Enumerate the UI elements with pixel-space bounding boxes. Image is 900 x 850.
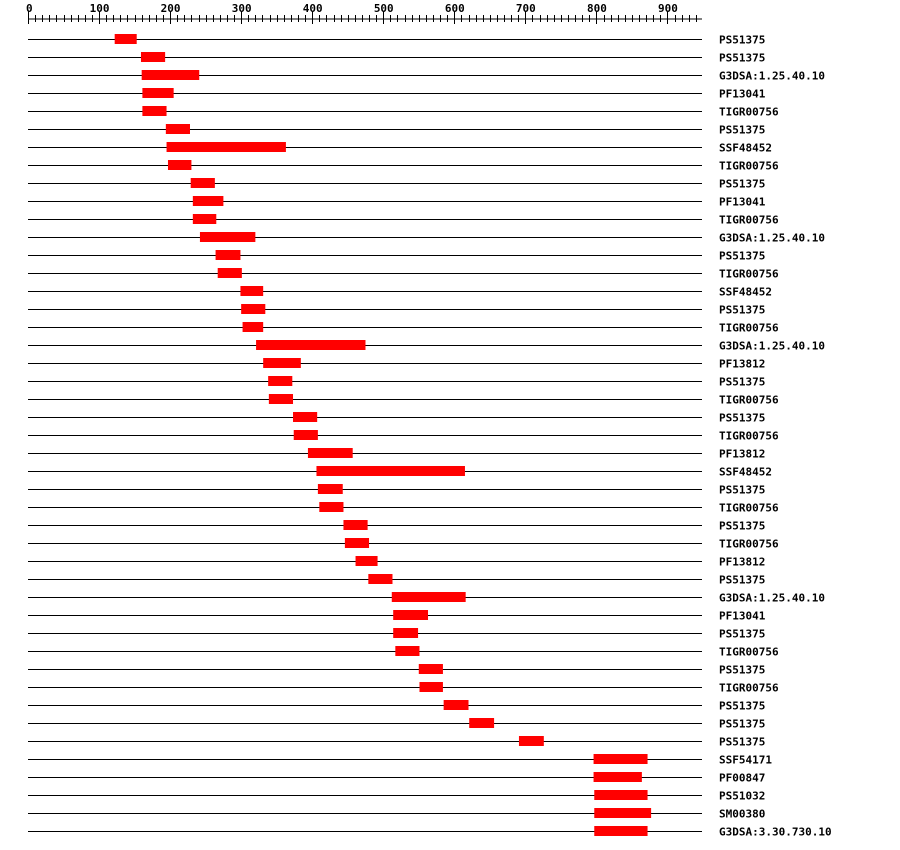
- domain-label: G3DSA:1.25.40.10: [719, 231, 825, 245]
- domain-label: TIGR00756: [719, 393, 779, 407]
- domain-label: TIGR00756: [719, 267, 779, 281]
- domain-label: PS51375: [719, 573, 766, 587]
- domain-row: [28, 322, 779, 335]
- domain-bar[interactable]: [141, 52, 165, 62]
- domain-row: [28, 340, 825, 353]
- domain-row: [28, 520, 765, 533]
- domain-row: [28, 160, 779, 173]
- domain-rows: [28, 34, 832, 839]
- domain-bar[interactable]: [142, 106, 166, 116]
- domain-bar[interactable]: [594, 772, 642, 782]
- domain-bar[interactable]: [393, 628, 418, 638]
- domain-bar[interactable]: [200, 232, 255, 242]
- domain-label: TIGR00756: [719, 213, 779, 227]
- domain-bar[interactable]: [395, 646, 419, 656]
- domain-label: PF13812: [719, 357, 766, 371]
- domain-bar[interactable]: [191, 178, 215, 188]
- domain-bar[interactable]: [294, 430, 318, 440]
- domain-label: TIGR00756: [719, 645, 779, 659]
- domain-label: SSF48452: [719, 465, 772, 479]
- domain-bar[interactable]: [594, 754, 648, 764]
- domain-bar[interactable]: [167, 142, 286, 152]
- domain-row: [28, 214, 779, 227]
- domain-label: SSF54171: [719, 753, 772, 767]
- domain-row: [28, 502, 779, 515]
- domain-bar[interactable]: [243, 322, 264, 332]
- domain-bar[interactable]: [469, 718, 494, 728]
- domain-row: [28, 484, 765, 497]
- x-tick-label: 500: [373, 2, 394, 15]
- domain-row: [28, 34, 765, 47]
- domain-label: PS51375: [719, 123, 766, 137]
- x-tick-label: 100: [89, 2, 110, 15]
- domain-label: PS51375: [719, 249, 766, 263]
- domain-row: [28, 304, 765, 317]
- domain-label: PS51375: [719, 519, 766, 533]
- domain-bar[interactable]: [356, 556, 378, 566]
- domain-row: [28, 700, 765, 713]
- domain-label: PS51375: [719, 51, 766, 65]
- x-tick-label: 200: [160, 2, 181, 15]
- domain-label: PF13041: [719, 195, 766, 209]
- domain-bar[interactable]: [268, 376, 292, 386]
- x-tick-label: 800: [586, 2, 607, 15]
- x-tick-label: 300: [231, 2, 252, 15]
- domain-row: [28, 286, 772, 299]
- domain-bar[interactable]: [142, 70, 200, 80]
- domain-bar[interactable]: [392, 592, 466, 602]
- domain-row: [28, 196, 766, 209]
- domain-bar[interactable]: [115, 34, 137, 44]
- domain-row: [28, 268, 779, 281]
- domain-label: PS51375: [719, 483, 766, 497]
- domain-row: [28, 142, 772, 155]
- domain-label: G3DSA:3.30.730.10: [719, 825, 832, 839]
- domain-row: [28, 448, 765, 461]
- domain-row: [28, 250, 765, 263]
- domain-label: TIGR00756: [719, 681, 779, 695]
- domain-bar[interactable]: [166, 124, 190, 134]
- domain-bar[interactable]: [444, 700, 469, 710]
- domain-row: [28, 52, 765, 65]
- domain-bar[interactable]: [319, 502, 343, 512]
- domain-row: [28, 790, 765, 803]
- domain-row: [28, 556, 765, 569]
- domain-bar[interactable]: [519, 736, 544, 746]
- domain-bar[interactable]: [216, 250, 241, 260]
- x-tick-label: 0: [26, 2, 33, 15]
- domain-bar[interactable]: [594, 826, 647, 836]
- domain-bar[interactable]: [263, 358, 301, 368]
- domain-label: PS51375: [719, 717, 766, 731]
- domain-row: [28, 394, 779, 407]
- domain-label: SSF48452: [719, 285, 772, 299]
- domain-bar[interactable]: [368, 574, 392, 584]
- domain-row: [28, 106, 779, 119]
- domain-label: PS51032: [719, 789, 766, 803]
- domain-label: SSF48452: [719, 141, 772, 155]
- domain-row: [28, 772, 765, 785]
- domain-bar[interactable]: [345, 538, 369, 548]
- domain-label: TIGR00756: [719, 321, 779, 335]
- domain-row: [28, 88, 766, 101]
- x-tick-label: 600: [444, 2, 465, 15]
- x-tick-label: 700: [515, 2, 536, 15]
- domain-row: [28, 574, 765, 587]
- domain-label: PF13041: [719, 609, 766, 623]
- domain-label: PS51375: [719, 303, 766, 317]
- domain-bar[interactable]: [393, 610, 428, 620]
- domain-label: PF13812: [719, 447, 766, 461]
- domain-bar[interactable]: [343, 520, 367, 530]
- domain-label: PS51375: [719, 735, 766, 749]
- domain-label: G3DSA:1.25.40.10: [719, 69, 825, 83]
- domain-label: TIGR00756: [719, 159, 779, 173]
- domain-label: PS51375: [719, 699, 766, 713]
- domain-row: [28, 70, 825, 83]
- domain-label: PS51375: [719, 411, 766, 425]
- domain-label: TIGR00756: [719, 537, 779, 551]
- domain-row: [28, 124, 765, 137]
- domain-row: [28, 646, 779, 659]
- domain-bar[interactable]: [193, 196, 224, 206]
- domain-bar[interactable]: [318, 484, 343, 494]
- domain-label: PS51375: [719, 663, 766, 677]
- x-tick-label: 400: [302, 2, 323, 15]
- domain-bar[interactable]: [142, 88, 173, 98]
- domain-row: [28, 232, 825, 245]
- domain-row: [28, 376, 765, 389]
- domain-bar[interactable]: [316, 466, 464, 476]
- domain-bar[interactable]: [193, 214, 216, 224]
- domain-row: [28, 430, 779, 443]
- domain-bar[interactable]: [168, 160, 191, 170]
- domain-label: PS51375: [719, 177, 766, 191]
- domain-row: [28, 682, 779, 695]
- domain-label: PF00847: [719, 771, 766, 785]
- domain-row: [28, 754, 772, 767]
- domain-label: PS51375: [719, 627, 766, 641]
- domain-label: G3DSA:1.25.40.10: [719, 591, 825, 605]
- domain-row: [28, 808, 765, 821]
- domain-label: SM00380: [719, 807, 766, 821]
- domain-row: [28, 358, 765, 371]
- domain-row: [28, 628, 765, 641]
- domain-label: TIGR00756: [719, 105, 779, 119]
- domain-row: [28, 664, 765, 677]
- domain-label: TIGR00756: [719, 429, 779, 443]
- domain-bar[interactable]: [240, 286, 263, 296]
- domain-label: PS51375: [719, 33, 766, 47]
- domain-row: [28, 826, 832, 839]
- domain-row: [28, 592, 825, 605]
- domain-label: PS51375: [719, 375, 766, 389]
- domain-bar[interactable]: [594, 790, 647, 800]
- domain-bar[interactable]: [218, 268, 242, 278]
- domain-row: [28, 718, 765, 731]
- domain-label: G3DSA:1.25.40.10: [719, 339, 825, 353]
- domain-bar[interactable]: [308, 448, 353, 458]
- domain-label: PF13041: [719, 87, 766, 101]
- domain-row: [28, 538, 779, 551]
- domain-label: PF13812: [719, 555, 766, 569]
- x-tick-label: 900: [658, 2, 678, 15]
- domain-bar[interactable]: [419, 664, 443, 674]
- domain-label: TIGR00756: [719, 501, 779, 515]
- domain-row: [28, 610, 766, 623]
- domain-row: [28, 178, 765, 191]
- domain-row: [28, 736, 765, 749]
- domain-bar[interactable]: [419, 682, 442, 692]
- domain-row: [28, 466, 772, 479]
- domain-row: [28, 412, 765, 425]
- domain-bar[interactable]: [269, 394, 293, 404]
- domain-bar[interactable]: [594, 808, 651, 818]
- domain-bar[interactable]: [256, 340, 365, 350]
- x-axis: [26, 2, 702, 24]
- domain-bar[interactable]: [293, 412, 317, 422]
- domain-bar[interactable]: [241, 304, 265, 314]
